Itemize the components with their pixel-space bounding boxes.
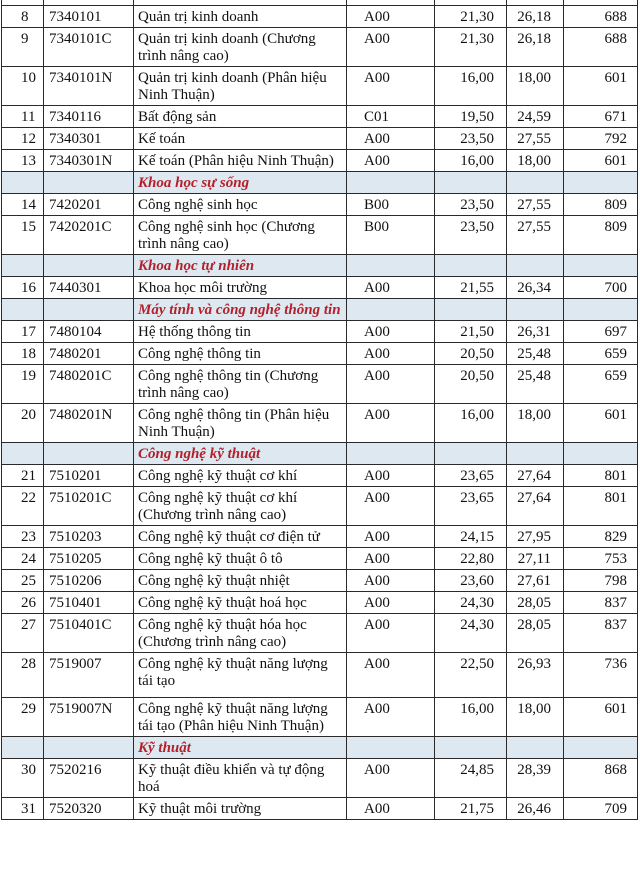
score-1: 16,00 xyxy=(435,150,507,172)
major-code: 7510206 xyxy=(44,570,134,592)
major-name: Công nghệ kỹ thuật hoá học xyxy=(134,592,347,614)
score-2: 18,00 xyxy=(507,698,564,737)
row-number: 11 xyxy=(2,106,44,128)
score-3: 601 xyxy=(564,404,638,443)
empty-cell xyxy=(2,737,44,759)
major-code: 7510201C xyxy=(44,487,134,526)
major-code: 7340301 xyxy=(44,128,134,150)
major-code: 7480201 xyxy=(44,343,134,365)
row-number: 29 xyxy=(2,698,44,737)
score-1: 20,50 xyxy=(435,343,507,365)
major-name: Kỹ thuật điều khiển và tự động hoá xyxy=(134,759,347,798)
empty-cell xyxy=(347,299,435,321)
subject-combination: C01 xyxy=(347,106,435,128)
subject-combination: A00 xyxy=(347,526,435,548)
major-code: 7480201N xyxy=(44,404,134,443)
table-row xyxy=(2,592,638,614)
table-row xyxy=(2,526,638,548)
score-2: 27,11 xyxy=(507,548,564,570)
section-header-row xyxy=(2,299,638,321)
row-number: 15 xyxy=(2,216,44,255)
subject-combination: A00 xyxy=(347,698,435,737)
score-3: 837 xyxy=(564,614,638,653)
section-header-row xyxy=(2,443,638,465)
major-code: 7510203 xyxy=(44,526,134,548)
score-2: 28,05 xyxy=(507,614,564,653)
major-code: 7520320 xyxy=(44,798,134,820)
row-number: 25 xyxy=(2,570,44,592)
major-name: Công nghệ kỹ thuật cơ khí xyxy=(134,465,347,487)
section-title: Kỹ thuật xyxy=(134,737,347,759)
score-2: 26,34 xyxy=(507,277,564,299)
major-code: 7340101C xyxy=(44,28,134,67)
score-1: 21,50 xyxy=(435,321,507,343)
empty-cell xyxy=(435,737,507,759)
subject-combination: A00 xyxy=(347,365,435,404)
score-1: 21,55 xyxy=(435,277,507,299)
subject-combination: A00 xyxy=(347,150,435,172)
major-name: Kế toán xyxy=(134,128,347,150)
row-number: 20 xyxy=(2,404,44,443)
subject-combination: A00 xyxy=(347,343,435,365)
score-3: 801 xyxy=(564,487,638,526)
empty-cell xyxy=(507,172,564,194)
score-3: 601 xyxy=(564,67,638,106)
table-row xyxy=(2,28,638,67)
subject-combination: A00 xyxy=(347,759,435,798)
row-number: 22 xyxy=(2,487,44,526)
subject-combination: A00 xyxy=(347,28,435,67)
score-1: 23,50 xyxy=(435,194,507,216)
score-3: 688 xyxy=(564,6,638,28)
major-name: Công nghệ kỹ thuật hóa học (Chương trình nâng cao) xyxy=(134,614,347,653)
subject-combination: A00 xyxy=(347,67,435,106)
table-row xyxy=(2,614,638,653)
score-2: 27,61 xyxy=(507,570,564,592)
major-name: Công nghệ kỹ thuật cơ khí (Chương trình nâng cao) xyxy=(134,487,347,526)
table-row xyxy=(2,404,638,443)
major-code: 7520216 xyxy=(44,759,134,798)
row-number: 19 xyxy=(2,365,44,404)
major-code: 7440301 xyxy=(44,277,134,299)
section-title: Khoa học sự sống xyxy=(134,172,347,194)
subject-combination: A00 xyxy=(347,6,435,28)
score-1: 19,50 xyxy=(435,106,507,128)
major-name: Công nghệ thông tin (Phân hiệu Ninh Thuận) xyxy=(134,404,347,443)
score-1: 21,75 xyxy=(435,798,507,820)
major-name: Công nghệ kỹ thuật năng lượng tái tạo (Phân hiệu Ninh Thuận) xyxy=(134,698,347,737)
empty-cell xyxy=(507,299,564,321)
major-name: Công nghệ kỹ thuật năng lượng tái tạo xyxy=(134,653,347,698)
empty-cell xyxy=(2,255,44,277)
major-code: 7510401C xyxy=(44,614,134,653)
score-1: 21,30 xyxy=(435,28,507,67)
empty-cell xyxy=(507,737,564,759)
row-number: 23 xyxy=(2,526,44,548)
score-3: 798 xyxy=(564,570,638,592)
subject-combination: A00 xyxy=(347,548,435,570)
score-3: 809 xyxy=(564,216,638,255)
score-3: 753 xyxy=(564,548,638,570)
score-1: 24,15 xyxy=(435,526,507,548)
score-1: 22,80 xyxy=(435,548,507,570)
table-row xyxy=(2,277,638,299)
section-title: Máy tính và công nghệ thông tin xyxy=(134,299,347,321)
major-name: Kế toán (Phân hiệu Ninh Thuận) xyxy=(134,150,347,172)
subject-combination: A00 xyxy=(347,798,435,820)
row-number: 21 xyxy=(2,465,44,487)
major-code: 7340301N xyxy=(44,150,134,172)
table-row xyxy=(2,465,638,487)
major-code: 7420201 xyxy=(44,194,134,216)
score-3: 659 xyxy=(564,343,638,365)
score-1: 23,50 xyxy=(435,216,507,255)
row-number: 31 xyxy=(2,798,44,820)
empty-cell xyxy=(564,172,638,194)
row-number: 26 xyxy=(2,592,44,614)
major-name: Quản trị kinh doanh (Chương trình nâng cao) xyxy=(134,28,347,67)
score-1: 16,00 xyxy=(435,698,507,737)
score-3: 659 xyxy=(564,365,638,404)
empty-cell xyxy=(507,443,564,465)
empty-cell xyxy=(44,299,134,321)
score-2: 27,55 xyxy=(507,216,564,255)
table-body xyxy=(2,0,638,820)
major-name: Công nghệ thông tin xyxy=(134,343,347,365)
major-name: Công nghệ kỹ thuật ô tô xyxy=(134,548,347,570)
row-number: 12 xyxy=(2,128,44,150)
score-1: 24,30 xyxy=(435,592,507,614)
row-number: 8 xyxy=(2,6,44,28)
major-code: 7480104 xyxy=(44,321,134,343)
table-row xyxy=(2,343,638,365)
section-header-row xyxy=(2,172,638,194)
subject-combination: A00 xyxy=(347,128,435,150)
subject-combination: B00 xyxy=(347,216,435,255)
score-2: 27,55 xyxy=(507,194,564,216)
major-name: Quản trị kinh doanh xyxy=(134,6,347,28)
score-2: 26,18 xyxy=(507,28,564,67)
table-row xyxy=(2,106,638,128)
subject-combination: A00 xyxy=(347,487,435,526)
section-title: Công nghệ kỹ thuật xyxy=(134,443,347,465)
score-2: 25,48 xyxy=(507,365,564,404)
subject-combination: A00 xyxy=(347,570,435,592)
table-row xyxy=(2,487,638,526)
table-row xyxy=(2,6,638,28)
subject-combination: A00 xyxy=(347,465,435,487)
score-2: 18,00 xyxy=(507,150,564,172)
table-row xyxy=(2,798,638,820)
score-3: 688 xyxy=(564,28,638,67)
major-name: Bất động sản xyxy=(134,106,347,128)
score-3: 709 xyxy=(564,798,638,820)
score-3: 736 xyxy=(564,653,638,698)
major-name: Kỹ thuật môi trường xyxy=(134,798,347,820)
score-2: 27,55 xyxy=(507,128,564,150)
empty-cell xyxy=(435,443,507,465)
row-number: 28 xyxy=(2,653,44,698)
score-2: 18,00 xyxy=(507,404,564,443)
row-number: 16 xyxy=(2,277,44,299)
table-row xyxy=(2,698,638,737)
score-3: 837 xyxy=(564,592,638,614)
major-name: Công nghệ sinh học xyxy=(134,194,347,216)
score-1: 23,60 xyxy=(435,570,507,592)
table-row xyxy=(2,570,638,592)
table-row xyxy=(2,653,638,698)
empty-cell xyxy=(564,255,638,277)
row-number: 30 xyxy=(2,759,44,798)
score-1: 23,65 xyxy=(435,465,507,487)
table-row xyxy=(2,216,638,255)
major-name: Khoa học môi trường xyxy=(134,277,347,299)
score-1: 24,30 xyxy=(435,614,507,653)
empty-cell xyxy=(44,255,134,277)
empty-cell xyxy=(44,172,134,194)
score-3: 792 xyxy=(564,128,638,150)
score-1: 21,30 xyxy=(435,6,507,28)
empty-cell xyxy=(564,737,638,759)
row-number: 24 xyxy=(2,548,44,570)
score-3: 697 xyxy=(564,321,638,343)
row-number: 10 xyxy=(2,67,44,106)
subject-combination: A00 xyxy=(347,653,435,698)
major-name: Công nghệ kỹ thuật cơ điện tử xyxy=(134,526,347,548)
section-title: Khoa học tự nhiên xyxy=(134,255,347,277)
row-number: 17 xyxy=(2,321,44,343)
row-number: 14 xyxy=(2,194,44,216)
major-code: 7480201C xyxy=(44,365,134,404)
empty-cell xyxy=(2,172,44,194)
table-row xyxy=(2,321,638,343)
empty-cell xyxy=(435,172,507,194)
score-2: 26,93 xyxy=(507,653,564,698)
score-2: 26,46 xyxy=(507,798,564,820)
major-name: Công nghệ kỹ thuật nhiệt xyxy=(134,570,347,592)
score-1: 20,50 xyxy=(435,365,507,404)
row-number: 27 xyxy=(2,614,44,653)
table-row xyxy=(2,365,638,404)
table-row xyxy=(2,128,638,150)
table-row xyxy=(2,150,638,172)
empty-cell xyxy=(2,299,44,321)
score-3: 601 xyxy=(564,150,638,172)
section-header-row xyxy=(2,255,638,277)
major-code: 7510205 xyxy=(44,548,134,570)
major-code: 7420201C xyxy=(44,216,134,255)
subject-combination: A00 xyxy=(347,321,435,343)
major-code: 7340101 xyxy=(44,6,134,28)
score-2: 28,05 xyxy=(507,592,564,614)
major-name: Quản trị kinh doanh (Phân hiệu Ninh Thuận) xyxy=(134,67,347,106)
empty-cell xyxy=(2,443,44,465)
row-number: 9 xyxy=(2,28,44,67)
row-number: 18 xyxy=(2,343,44,365)
major-code: 7340116 xyxy=(44,106,134,128)
score-1: 16,00 xyxy=(435,67,507,106)
major-code: 7510201 xyxy=(44,465,134,487)
major-name: Công nghệ thông tin (Chương trình nâng cao) xyxy=(134,365,347,404)
score-1: 23,50 xyxy=(435,128,507,150)
score-2: 24,59 xyxy=(507,106,564,128)
score-3: 868 xyxy=(564,759,638,798)
score-2: 27,64 xyxy=(507,487,564,526)
subject-combination: A00 xyxy=(347,592,435,614)
empty-cell xyxy=(435,255,507,277)
major-code: 7519007 xyxy=(44,653,134,698)
empty-cell xyxy=(564,299,638,321)
major-name: Hệ thống thông tin xyxy=(134,321,347,343)
score-3: 700 xyxy=(564,277,638,299)
major-name: Công nghệ sinh học (Chương trình nâng cao) xyxy=(134,216,347,255)
subject-combination: A00 xyxy=(347,404,435,443)
empty-cell xyxy=(507,255,564,277)
score-2: 27,95 xyxy=(507,526,564,548)
score-2: 27,64 xyxy=(507,465,564,487)
subject-combination: A00 xyxy=(347,277,435,299)
table-row xyxy=(2,759,638,798)
table-row xyxy=(2,67,638,106)
score-1: 16,00 xyxy=(435,404,507,443)
major-code: 7340101N xyxy=(44,67,134,106)
score-2: 18,00 xyxy=(507,67,564,106)
score-3: 801 xyxy=(564,465,638,487)
table-row xyxy=(2,548,638,570)
empty-cell xyxy=(347,737,435,759)
score-2: 26,18 xyxy=(507,6,564,28)
section-header-row xyxy=(2,737,638,759)
major-code: 7519007N xyxy=(44,698,134,737)
score-2: 28,39 xyxy=(507,759,564,798)
major-code: 7510401 xyxy=(44,592,134,614)
empty-cell xyxy=(347,172,435,194)
empty-cell xyxy=(564,443,638,465)
score-1: 22,50 xyxy=(435,653,507,698)
score-2: 25,48 xyxy=(507,343,564,365)
empty-cell xyxy=(347,443,435,465)
score-2: 26,31 xyxy=(507,321,564,343)
admission-score-table xyxy=(1,0,638,820)
empty-cell xyxy=(44,443,134,465)
score-1: 23,65 xyxy=(435,487,507,526)
table-row xyxy=(2,194,638,216)
row-number: 13 xyxy=(2,150,44,172)
empty-cell xyxy=(44,737,134,759)
score-1: 24,85 xyxy=(435,759,507,798)
subject-combination: B00 xyxy=(347,194,435,216)
score-3: 809 xyxy=(564,194,638,216)
score-3: 601 xyxy=(564,698,638,737)
empty-cell xyxy=(347,255,435,277)
subject-combination: A00 xyxy=(347,614,435,653)
empty-cell xyxy=(435,299,507,321)
score-3: 829 xyxy=(564,526,638,548)
score-3: 671 xyxy=(564,106,638,128)
